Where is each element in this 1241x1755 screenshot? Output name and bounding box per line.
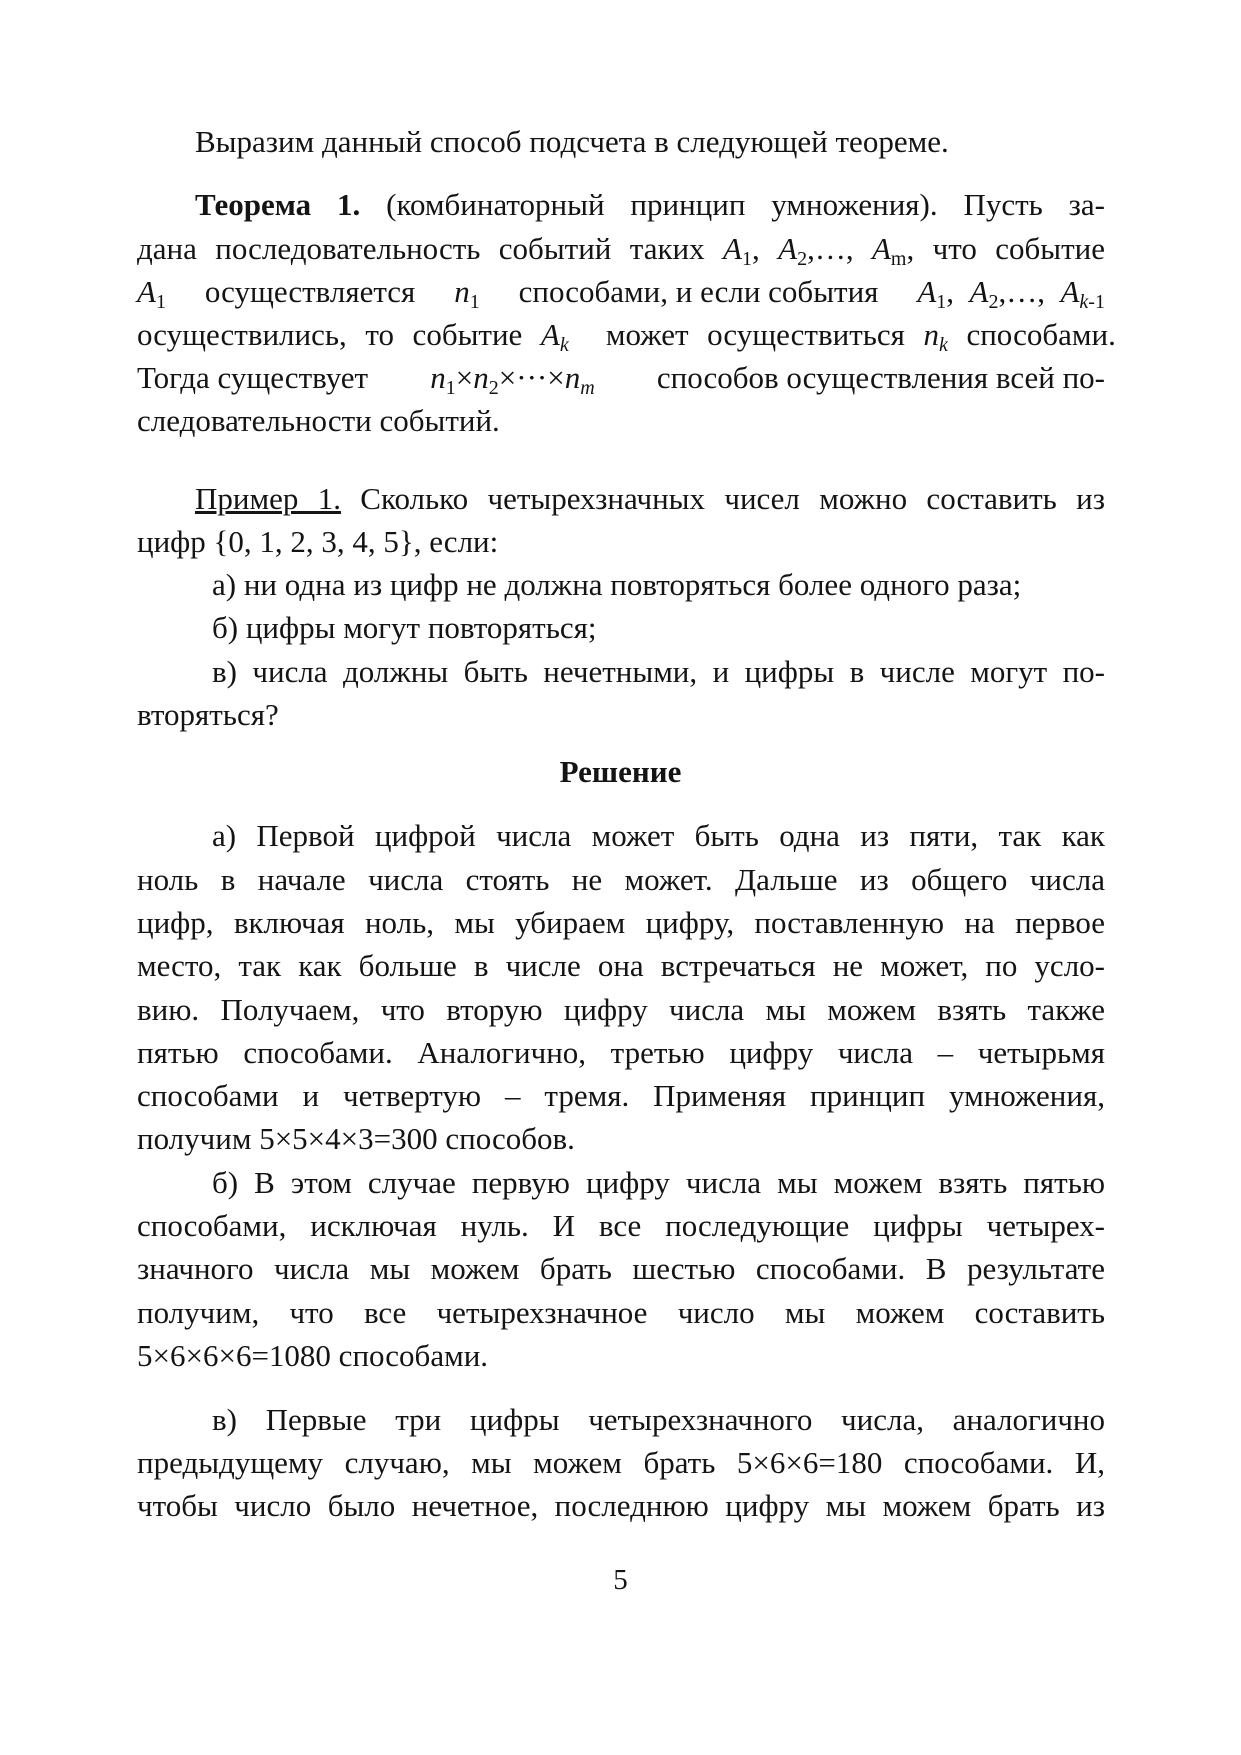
theorem-text-3a: осуществляется	[204, 274, 416, 309]
example-line-1	[137, 479, 1105, 519]
example-text-1: Сколько четырехзначных чисел можно составить из	[360, 481, 1105, 516]
theorem-text-5a: Тогда существует	[137, 360, 369, 395]
solution-a-text-7: способами и четвертую – тремя. Применяя принцип умножения,	[137, 1078, 1105, 1113]
theorem-label: Теорема 1.	[195, 187, 361, 222]
theorem-text-5b: способов осуществления всей по-	[656, 360, 1105, 395]
theorem-line-2: дана последовательность событий таких $A_1$, $A_2,\dots$, $A_m$, что событие	[137, 231, 1106, 270]
solution-b-line-1	[137, 1163, 1105, 1203]
solution-a-text-4: место, так как больше в числе она встречаться не может, по усло-	[137, 948, 1105, 983]
solution-c-line-2	[137, 1443, 1105, 1483]
solution-a-text-6: пятью способами. Аналогично, третью цифру числа – четырьмя	[137, 1035, 1105, 1070]
solution-b-line-4	[137, 1293, 1105, 1333]
solution-b-text-2: способами, исключая нуль. И все последующие цифры четырех-	[137, 1208, 1105, 1243]
solution-b-text-1: б) В этом случае первую цифру числа мы можем взять пятью	[212, 1165, 1105, 1200]
theorem-text-4a: осуществились, то событие	[137, 317, 523, 352]
intro-line: Выразим данный способ подсчета в следующей теореме.	[195, 124, 949, 159]
solution-a-text-1: а) Первой цифрой числа может быть одна из пяти, так как	[212, 818, 1105, 853]
solution-b-line-3	[137, 1249, 1105, 1289]
example-item-a: а) ни одна из цифр не должна повторяться более одного раза;	[212, 567, 1022, 602]
example-label: Пример 1.	[195, 481, 341, 516]
solution-c-line-3	[137, 1486, 1105, 1526]
solution-c-text-2: предыдущему случаю, мы можем брать 5×6×6=180 способами. И,	[137, 1445, 1105, 1480]
solution-c-text-1: в) Первые три цифры четырехзначного числа, аналогично	[212, 1402, 1105, 1437]
example-item-b: б) цифры могут повторяться;	[212, 610, 597, 645]
theorem-text-4c: способами.	[966, 317, 1116, 352]
solution-a-line-1	[137, 816, 1105, 856]
solution-b-text-4: получим, что все четырехзначное число мы можем составить	[137, 1295, 1105, 1330]
solution-a-line-4	[137, 946, 1105, 986]
solution-a-line-8: получим 5×5×4×3=300 способов.	[137, 1121, 575, 1156]
theorem-text-3b: способами, и если события	[518, 274, 879, 309]
example-item-c-line-1	[137, 652, 1105, 692]
solution-a-line-7	[137, 1076, 1105, 1116]
theorem-line-5: Тогда существует $n_1\times n_2\times\cdot\cdot\cdot\times n_m$ способов осуществления всей по-	[137, 360, 1105, 399]
solution-a-line-2	[137, 860, 1105, 900]
solution-a-line-6	[137, 1033, 1105, 1073]
theorem-text-2a: дана последовательность событий таких	[137, 231, 705, 266]
example-line-2: цифр {0, 1, 2, 3, 4, 5}, если:	[137, 524, 499, 559]
solution-b-line-5: 5×6×6×6=1080 способами.	[137, 1338, 489, 1373]
theorem-line-1	[137, 185, 1105, 225]
solution-a-text-2: ноль в начале числа стоять не может. Дальше из общего числа	[137, 862, 1105, 897]
solution-b-line-2	[137, 1206, 1105, 1246]
solution-a-text-5: вию. Получаем, что вторую цифру числа мы можем взять также	[137, 992, 1105, 1027]
solution-c-text-3: чтобы число было нечетное, последнюю цифру мы можем брать из	[137, 1488, 1105, 1523]
theorem-text-2b: , что событие	[906, 231, 1106, 266]
example-item-c-text: в) числа должны быть нечетными, и цифры в числе могут по-	[212, 654, 1105, 689]
solution-a-text-3: цифр, включая ноль, мы убираем цифру, поставленную на первое	[137, 905, 1105, 940]
theorem-text-1: (комбинаторный принцип умножения). Пусть за-	[386, 187, 1106, 222]
theorem-text-4b: может осуществиться	[605, 317, 905, 352]
solution-c-line-1	[137, 1400, 1105, 1440]
page-number: 5	[613, 1564, 628, 1596]
solution-a-line-5	[137, 990, 1105, 1030]
solution-b-text-3: значного числа мы можем брать шестью способами. В результате	[137, 1251, 1105, 1286]
solution-title: Решение	[559, 754, 682, 789]
solution-a-line-3	[137, 903, 1105, 943]
example-item-c-line-2: вторяться?	[137, 697, 279, 732]
theorem-line-4: осуществились, то событие $A_k$ может осуществиться $n_k$ способами.	[137, 317, 1116, 356]
theorem-line-3: $A_1$ осуществляется $n_1$ способами, и если события $A_1$, $A_2,\dots$, $A_{k-1}$	[137, 274, 1105, 313]
theorem-line-6: следовательности событий.	[137, 403, 500, 438]
